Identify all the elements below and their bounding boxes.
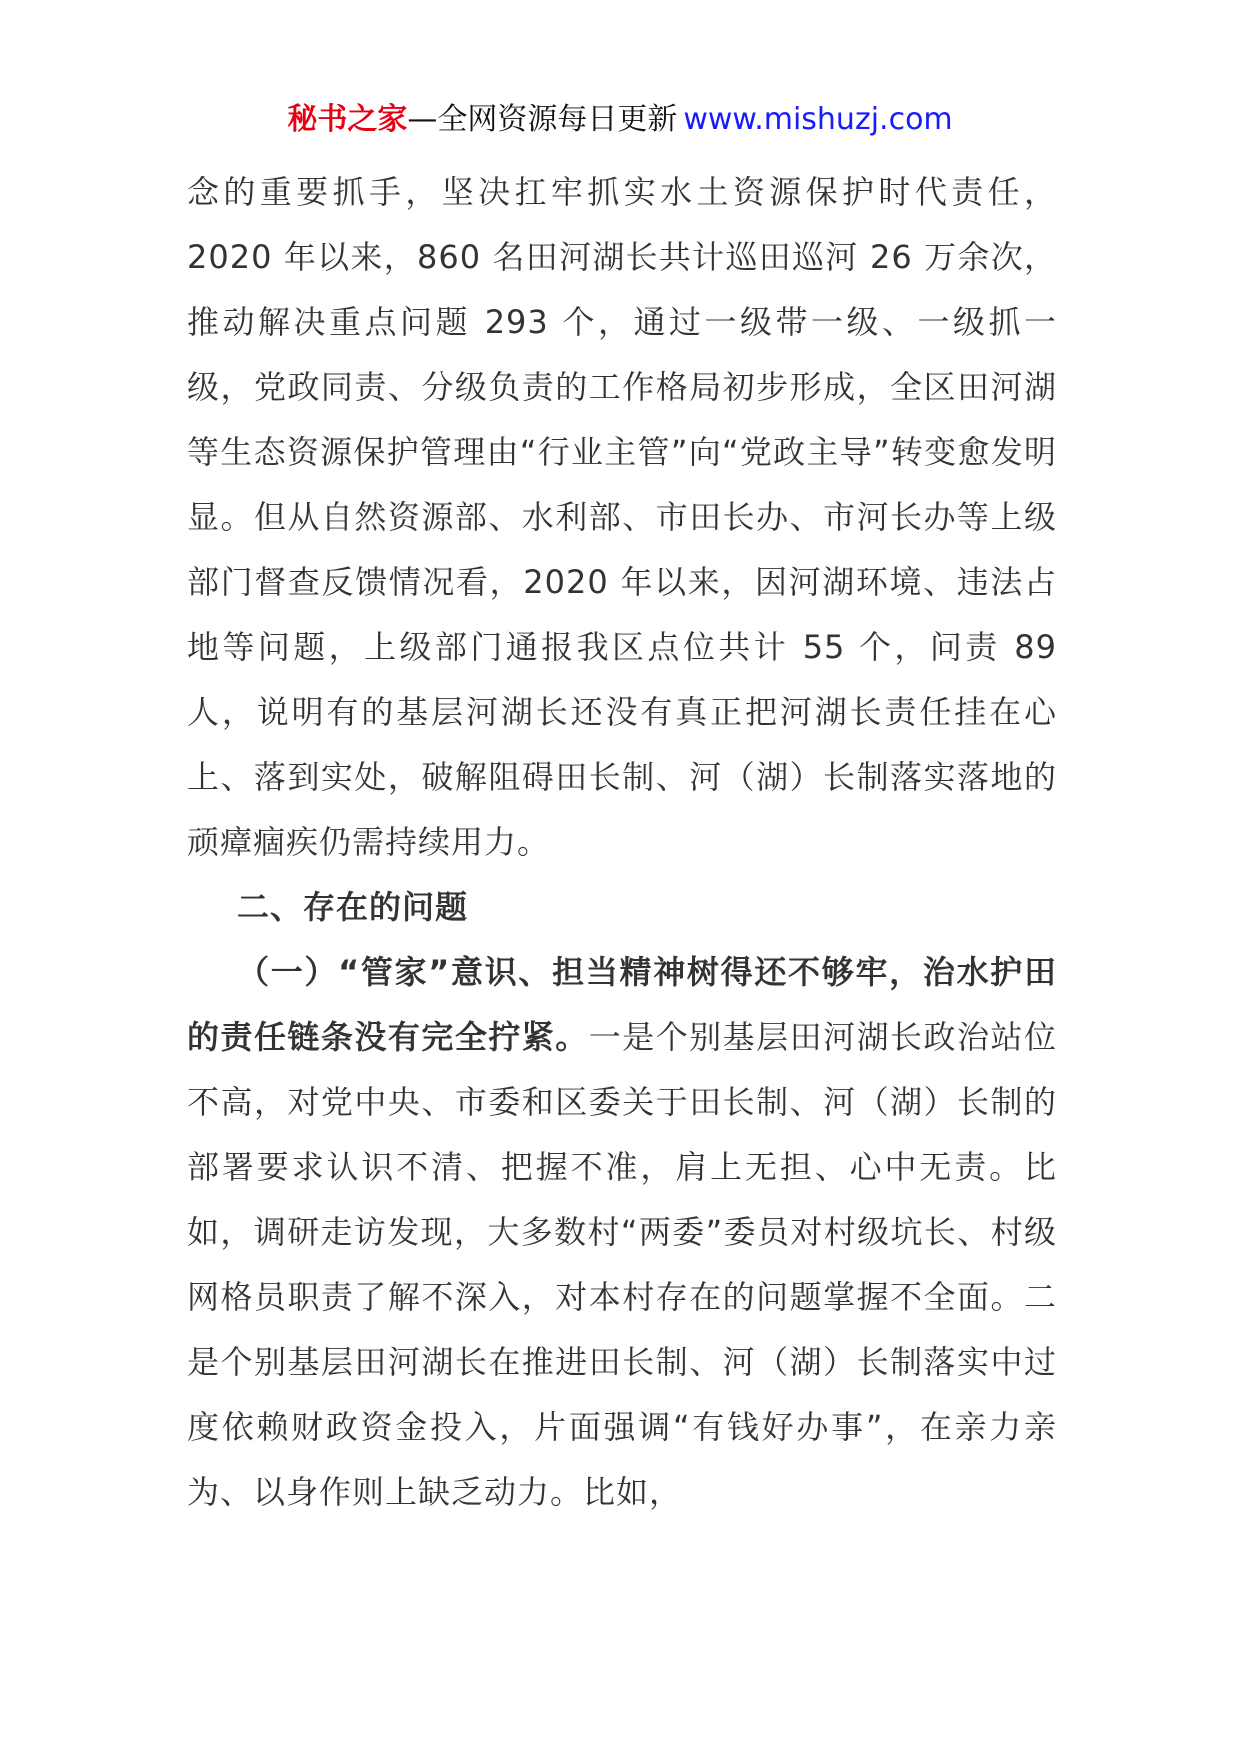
paragraph-2-lead: （一）“管家”意识、担当精神树得还不够牢，治水护田的责任链条没有完全拧紧。 (187, 953, 1057, 1056)
brand-name: 秘书之家 (287, 102, 408, 137)
website-link[interactable]: www.mishuzj.com (683, 102, 953, 137)
paragraph-2-text: 一是个别基层田河湖长政治站位不高，对党中央、市委和区委关于田长制、河（湖）长制的部署要求认识不清、把握不准，肩上无担、心中无责。比如，调研走访发现，大多数村“两委”委员对村级坑长、村级网格员职责了解不深入，对本村存在的问题掌握不全面。二是个别基层田河湖长在推进田长制、河（湖）长制落实中过度依赖财政资金投入，片面强调“有钱好办事”，在亲力亲为、以身作则上缺乏动力。比如， (187, 1018, 1057, 1511)
body-paragraph-2 (187, 940, 1057, 1525)
body-paragraph-1: 念的重要抓手，坚决扛牢抓实水土资源保护时代责任，2020 年以来，860 名田河湖长共计巡田巡河 26 万余次，推动解决重点问题 293 个，通过一级带一级、一级抓一级，党政同责、分级负责的工作格局初步形成，全区田河湖等生态资源保护管理由“行业主管”向“党政主导”转变愈发明显。但从自然资源部、水利部、市田长办、市河长办等上级部门督查反馈情况看，2020 年以来，因河湖环境、违法占地等问题，上级部门通报我区点位共计 55 个，问责 89 人，说明有的基层河湖长还没有真正把河湖长责任挂在心上、落到实处，破解阻碍田长制、河（湖）长制落实落地的顽瘴痼疾仍需持续用力。 (187, 173, 1057, 861)
document-body (187, 160, 1057, 1525)
section-heading: 二、存在的问题 (237, 888, 469, 926)
page-header (0, 100, 1240, 140)
header-tagline: —全网资源每日更新 (407, 102, 678, 137)
